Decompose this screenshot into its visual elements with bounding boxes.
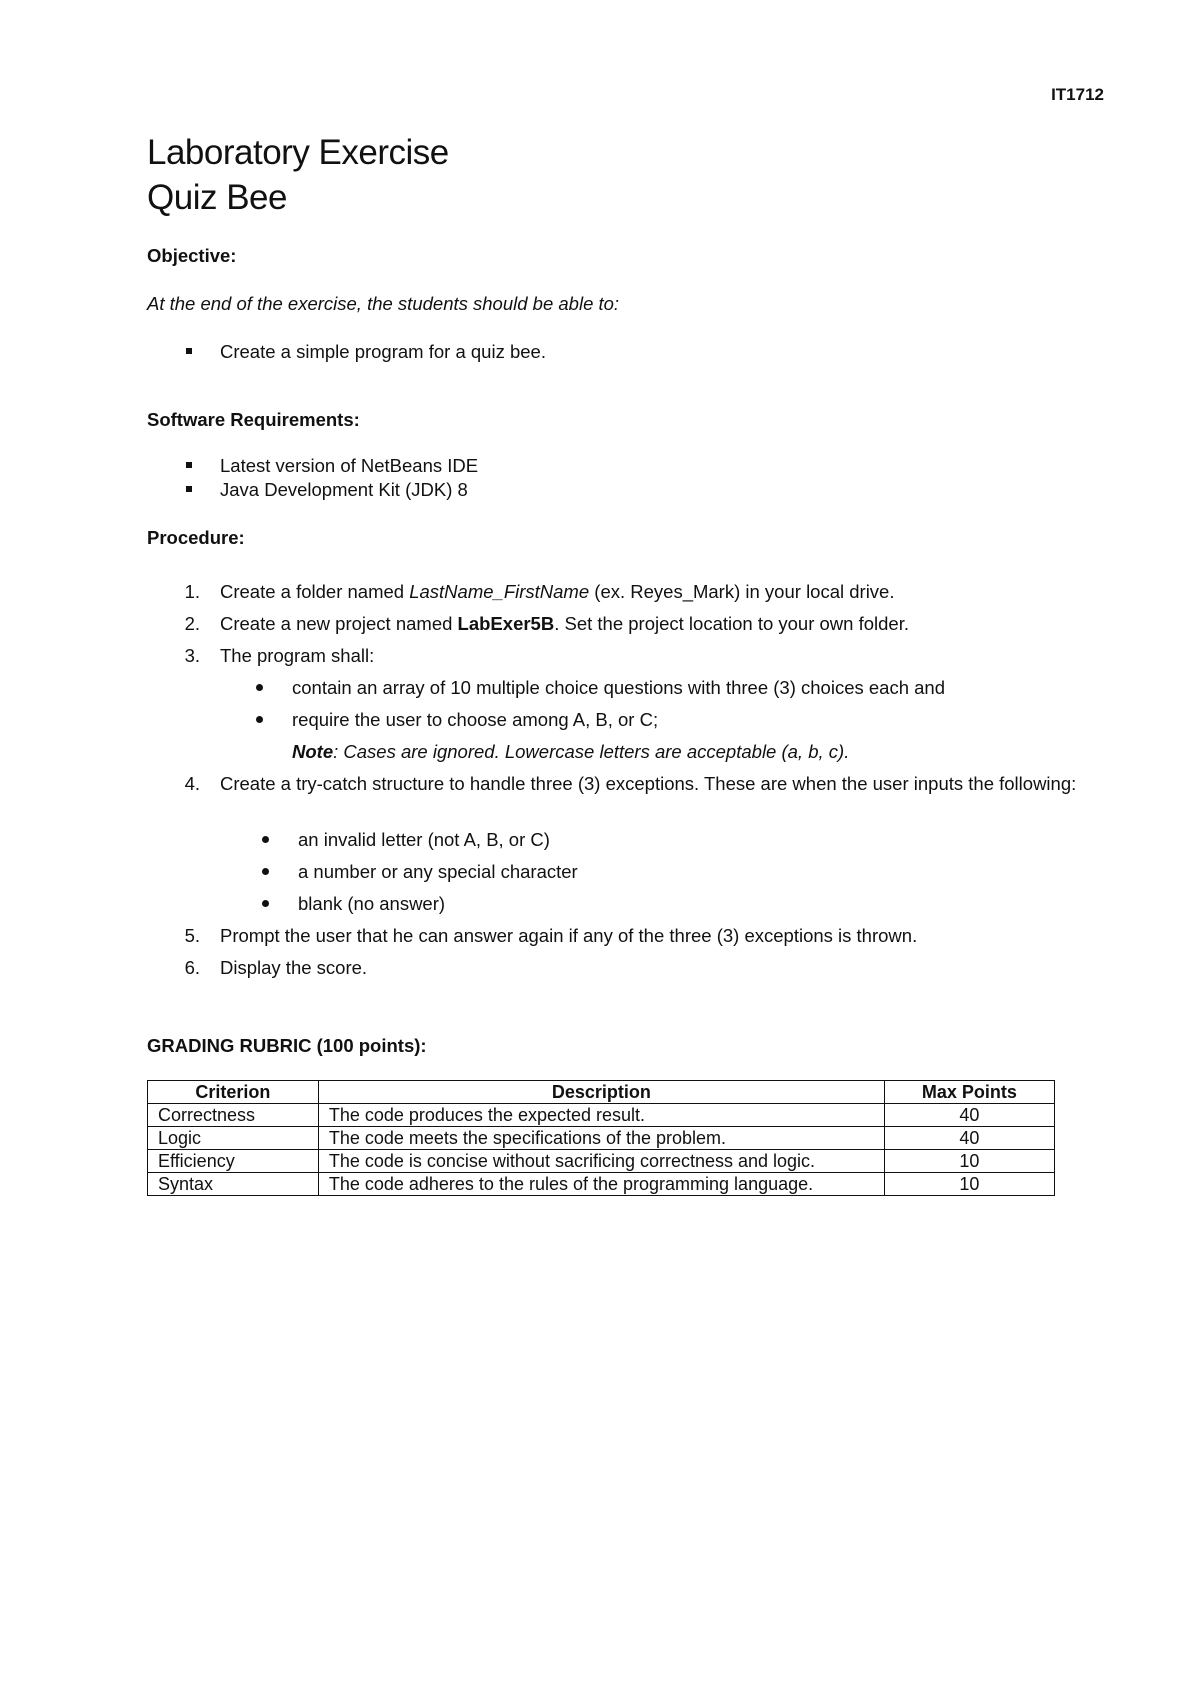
rubric-heading: GRADING RUBRIC (100 points):	[147, 1035, 427, 1056]
square-bullet-icon	[186, 462, 192, 468]
title-line-1: Laboratory Exercise	[147, 133, 449, 172]
column-header: Description	[318, 1081, 884, 1104]
column-header: Criterion	[148, 1081, 319, 1104]
round-bullet-icon	[262, 900, 269, 907]
software-heading: Software Requirements:	[147, 409, 360, 430]
table-row: Efficiency The code is concise without sacrificing correctness and logic. 10	[148, 1150, 1055, 1173]
list-item: Latest version of NetBeans IDE	[0, 454, 478, 478]
procedure-heading: Procedure:	[147, 527, 245, 548]
software-list	[0, 454, 478, 502]
table-header-row	[148, 1081, 1055, 1104]
round-bullet-icon	[262, 868, 269, 875]
document-page: IT1712 Laboratory Exercise Quiz Bee Objective: At the end of the exercise, the students should be able to: Create a simple program for a quiz bee. Software Requirements: Latest version of NetBeans IDE Java Development Kit (JDK) 8 Procedure: 1. Create a folder named LastName_FirstName (ex. Reyes_Mark) in your local drive. 2. Create a new project named LabExer5B. Set the project location to your own folder. 3. The program shall: contain an array of 10 multiple choice questions with three (3) choices each and require the user to choose among A, B, or C; Note: Cases are ignored. Lowercase letters are acceptable (a, b, c). 4. Create a try-catch structure to handle three (3) exceptions. These are when the user inputs the following: an invalid letter (not A, B, or C) a number or any special character blank (no answer) 5. Prompt the user that he can answer again if any of the three (3) exceptions is thrown. 6. Display the score. GRADING RUBRIC (100 points): Criterion Description Max Points Correctness The code produces the expected result. 40 Logic The code meets the specifications of the problem. 40 Efficiency The code is concise without sacrificing correctness and logic. 10 Syntax The code adheres to the rules of the programming language. 10	[0, 0, 1200, 1696]
objective-intro: At the end of the exercise, the students should be able to:	[147, 293, 620, 314]
column-header: Max Points	[884, 1081, 1054, 1104]
objective-heading: Objective:	[147, 245, 237, 266]
list-item: Java Development Kit (JDK) 8	[0, 478, 478, 502]
table-row: Syntax The code adheres to the rules of the programming language. 10	[148, 1173, 1055, 1196]
rubric-table	[147, 1080, 1055, 1196]
list-item: Create a simple program for a quiz bee.	[0, 340, 546, 364]
document-title	[147, 130, 449, 220]
table-row: Correctness The code produces the expected result. 40	[148, 1104, 1055, 1127]
square-bullet-icon	[186, 486, 192, 492]
objective-list	[0, 340, 546, 364]
title-line-2: Quiz Bee	[147, 178, 287, 217]
course-code: IT1712	[1051, 85, 1104, 104]
square-bullet-icon	[186, 348, 192, 354]
round-bullet-icon	[256, 684, 263, 691]
round-bullet-icon	[262, 836, 269, 843]
table-row: Logic The code meets the specifications of the problem. 40	[148, 1127, 1055, 1150]
round-bullet-icon	[256, 716, 263, 723]
